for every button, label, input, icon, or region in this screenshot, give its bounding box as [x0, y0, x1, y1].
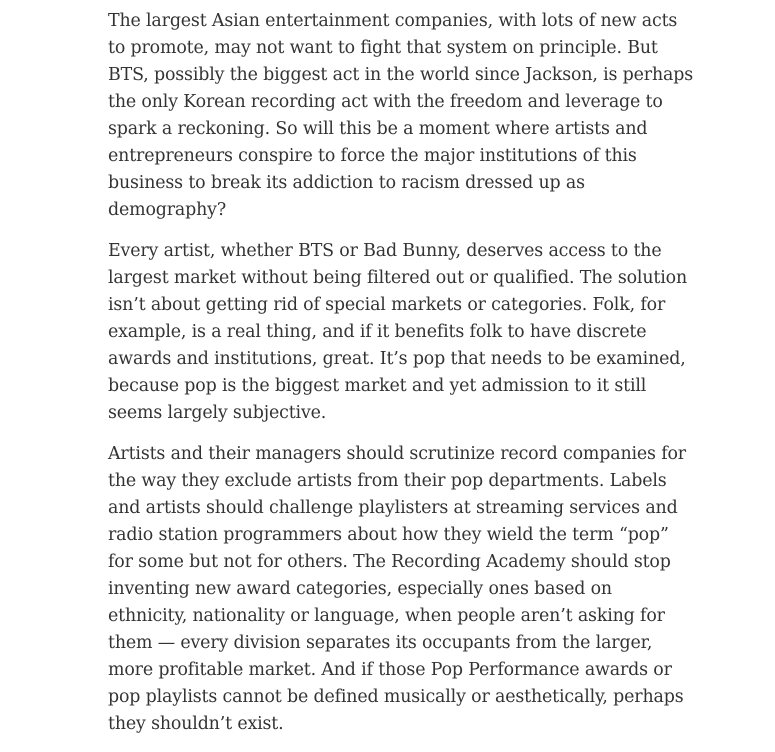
paragraph-line: more profitable market. And if those Pop Performance awards or	[108, 660, 672, 680]
paragraph-line: demography?	[108, 200, 227, 220]
paragraph-line: business to break its addiction to racism dressed up as	[108, 173, 585, 193]
paragraph-line: largest market without being filtered out or qualified. The solution	[108, 268, 688, 288]
paragraph-line: Artists and their managers should scrutinize record companies for	[108, 444, 686, 464]
paragraph-line: Every artist, whether BTS or Bad Bunny, deserves access to the	[108, 241, 662, 261]
paragraph-line: ethnicity, nationality or language, when people aren’t asking for	[108, 606, 665, 626]
paragraph-line: for some but not for others. The Recording Academy should stop	[108, 552, 671, 572]
paragraph-line: isn’t about getting rid of special markets or categories. Folk, for	[108, 295, 666, 315]
paragraph-line: to promote, may not want to fight that system on principle. But	[108, 38, 658, 58]
paragraph-line: entrepreneurs conspire to force the major institutions of this	[108, 146, 637, 166]
article-paragraph-2	[108, 238, 688, 427]
paragraph-line: example, is a real thing, and if it benefits folk to have discrete	[108, 322, 647, 342]
paragraph-line: the only Korean recording act with the freedom and leverage to	[108, 92, 663, 112]
paragraph-line: BTS, possibly the biggest act in the world since Jackson, is perhaps	[108, 65, 693, 85]
paragraph-line: because pop is the biggest market and yet admission to it still	[108, 376, 647, 396]
paragraph-line: they shouldn’t exist.	[108, 714, 284, 734]
paragraph-line: them — every division separates its occupants from the larger,	[108, 633, 653, 653]
paragraph-line: radio station programmers about how they wield the term “pop”	[108, 525, 669, 545]
paragraph-line: the way they exclude artists from their pop departments. Labels	[108, 471, 667, 491]
paragraph-line: inventing new award categories, especially ones based on	[108, 579, 612, 599]
article-paragraph-1	[108, 8, 693, 224]
paragraph-line: and artists should challenge playlisters at streaming services and	[108, 498, 678, 518]
article-body	[108, 8, 693, 752]
paragraph-line: awards and institutions, great. It’s pop that needs to be examined,	[108, 349, 686, 369]
paragraph-line: seems largely subjective.	[108, 403, 327, 423]
paragraph-line: spark a reckoning. So will this be a moment where artists and	[108, 119, 648, 139]
paragraph-line: pop playlists cannot be defined musically or aesthetically, perhaps	[108, 687, 684, 707]
paragraph-line: The largest Asian entertainment companies, with lots of new acts	[108, 11, 678, 31]
article-paragraph-3	[108, 441, 686, 738]
